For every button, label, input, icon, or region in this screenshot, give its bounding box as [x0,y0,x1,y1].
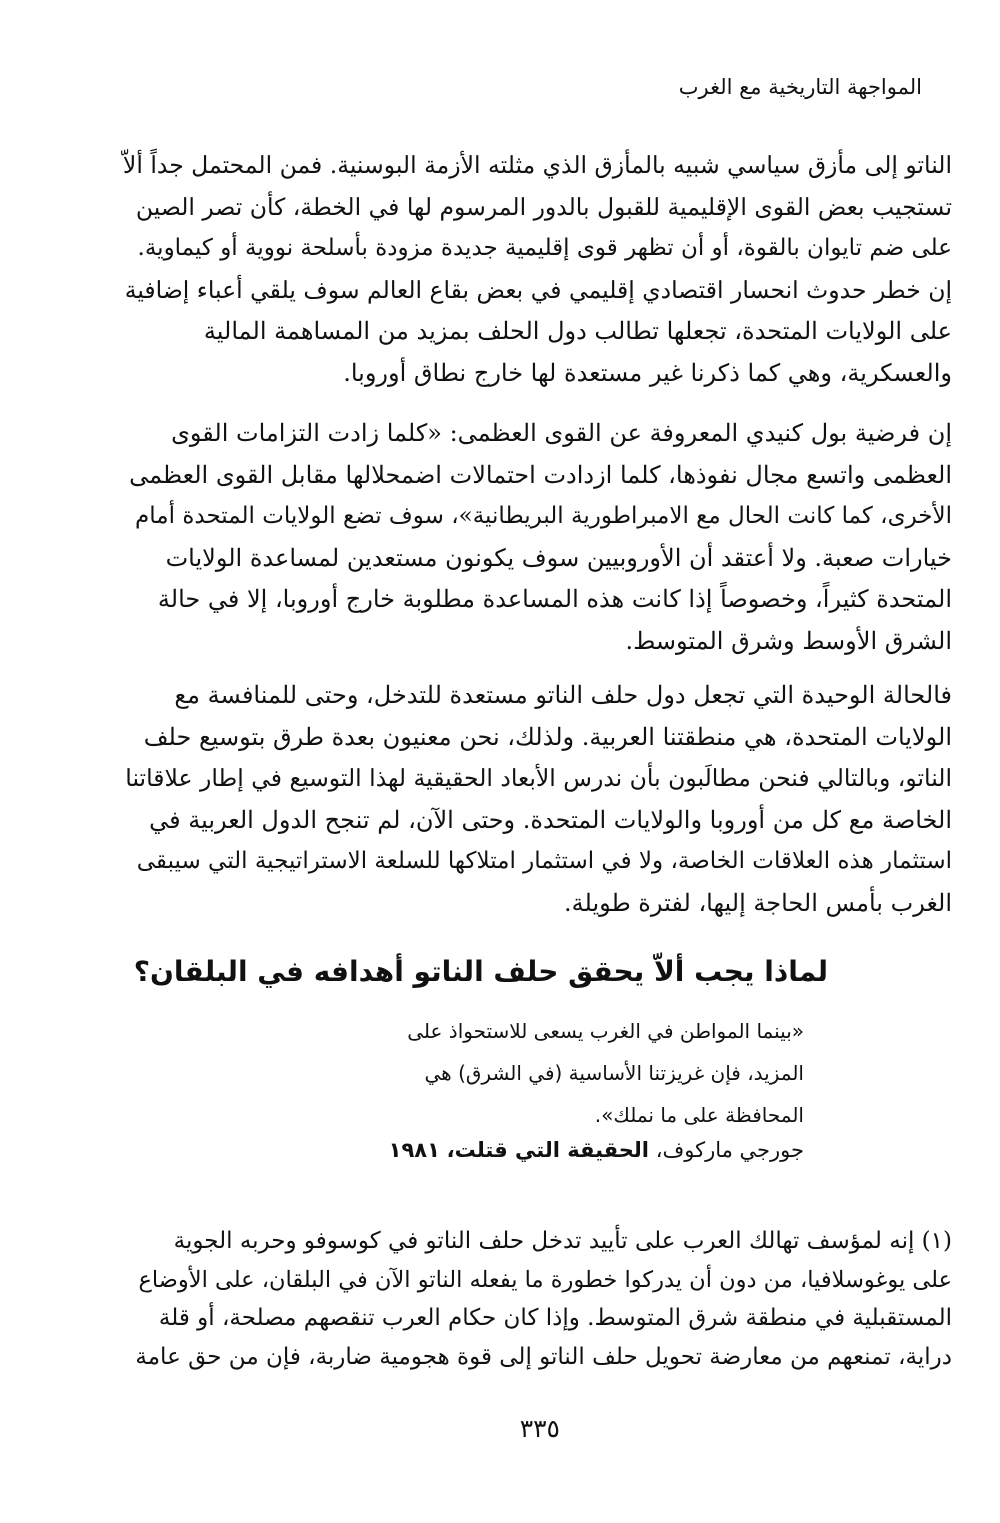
paragraph-line: الخاصة مع كل من أوروبا والولايات المتحدة. وحتى الآن، لم تنجح الدول العربية في [149,805,952,834]
paragraph-line: خيارات صعبة. ولا أعتقد أن الأوروبيين سوف يكونون مستعدين لمساعدة الولايات [165,543,952,572]
paragraph-line: المتحدة كثيراً، وخصوصاً إذا كانت هذه المساعدة مطلوبة خارج أوروبا، إلا في حالة [157,585,952,613]
paragraph-line: استثمار هذه العلاقات الخاصة، ولا في استثمار امتلاكها للسلعة الاستراتيجية التي سيبقى [136,848,952,874]
footnote-line: دراية، تمنعهم من معارضة تحويل حلف الناتو إلى قوة هجومية ضاربة، فإن من حق عامة [135,1343,952,1370]
footnote-line: (١) إنه لمؤسف تهالك العرب على تأييد تدخل حلف الناتو في كوسوفو وحربه الجوية [173,1228,952,1254]
paragraph-line: العظمى واتسع مجال نفوذها، كلما ازدادت احتمالات اضمحلالها مقابل القوى العظمى [129,460,952,489]
paragraph-line: الناتو، وبالتالي فنحن مطالَبون بأن ندرس الأبعاد الحقيقية لهذا التوسيع في إطار علاقاتنا [125,764,952,792]
paragraph-line: الناتو إلى مأزق سياسي شبيه بالمأزق الذي مثلته الأزمة البوسنية. فمن المحتمل جداً ألاّ [122,151,952,179]
footnote-line: المستقبلية في منطقة شرق المتوسط. وإذا كان حكام العرب تنقصهم مصلحة، أو قلة [158,1305,952,1331]
paragraph-line: على الولايات المتحدة، تجعلها تطالب دول الحلف بمزيد من المساهمة المالية [203,317,952,345]
attribution-author: جورجي ماركوف، [655,1138,804,1162]
section-heading: لماذا يجب ألاّ يحقق حلف الناتو أهدافه في البلقان؟ [133,955,828,988]
attribution-book-title: الحقيقة التي قتلت، [446,1138,649,1162]
paragraph-line: إن فرضية بول كنيدي المعروفة عن القوى العظمى: «كلما زادت التزامات القوى [171,419,952,447]
epigraph-line: المحافظة على ما نملك». [594,1103,804,1127]
paragraph-line: والعسكرية، وهي كما ذكرنا غير مستعدة لها خارج نطاق أوروبا. [343,358,952,387]
footnote [122,1222,952,1376]
footnote-line: على يوغوسلافيا، من دون أن يدركوا خطورة ما يفعله الناتو الآن في البلقان، على الأوضاع [138,1266,952,1293]
epigraph-attribution [389,1130,804,1170]
paragraph-3 [122,675,952,924]
paragraph-line: إن خطر حدوث انحسار اقتصادي إقليمي في بعض بقاع العالم سوف يلقي أعباء إضافية [124,275,952,304]
page-number: ٣٣٥ [519,1414,560,1443]
paragraph-line: تستجيب بعض القوى الإقليمية للقبول بالدور المرسوم لها في الخطة، كأن تصر الصين [135,192,952,221]
attribution-year: ١٩٨١ [388,1138,440,1162]
paragraph-line: فالحالة الوحيدة التي تجعل دول حلف الناتو مستعدة للتدخل، وحتى للمنافسة مع [174,681,952,709]
paragraph-2 [122,413,952,662]
epigraph-line: «بينما المواطن في الغرب يسعى للاستحواذ على [407,1019,804,1043]
paragraph-line: الولايات المتحدة، هي منطقتنا العربية. ولذلك، نحن معنيون بعدة طرق بتوسيع حلف [143,722,952,751]
running-header: المواجهة التاريخية مع الغرب [678,75,922,99]
paragraph-1 [122,145,952,394]
epigraph-quote [164,1010,804,1136]
paragraph-line: الغرب بأمس الحاجة إليها، لفترة طويلة. [564,888,952,917]
paragraph-line: على ضم تايوان بالقوة، أو أن تظهر قوى إقليمية جديدة مزودة بأسلحة نووية أو كيماوية. [137,235,952,261]
epigraph-line: المزيد، فإن غريزتنا الأساسية (في الشرق) هي [424,1061,804,1085]
paragraph-line: الشرق الأوسط وشرق المتوسط. [625,626,952,655]
paragraph-line: الأخرى، كما كانت الحال مع الامبراطورية البريطانية»، سوف تضع الولايات المتحدة أمام [135,503,952,529]
